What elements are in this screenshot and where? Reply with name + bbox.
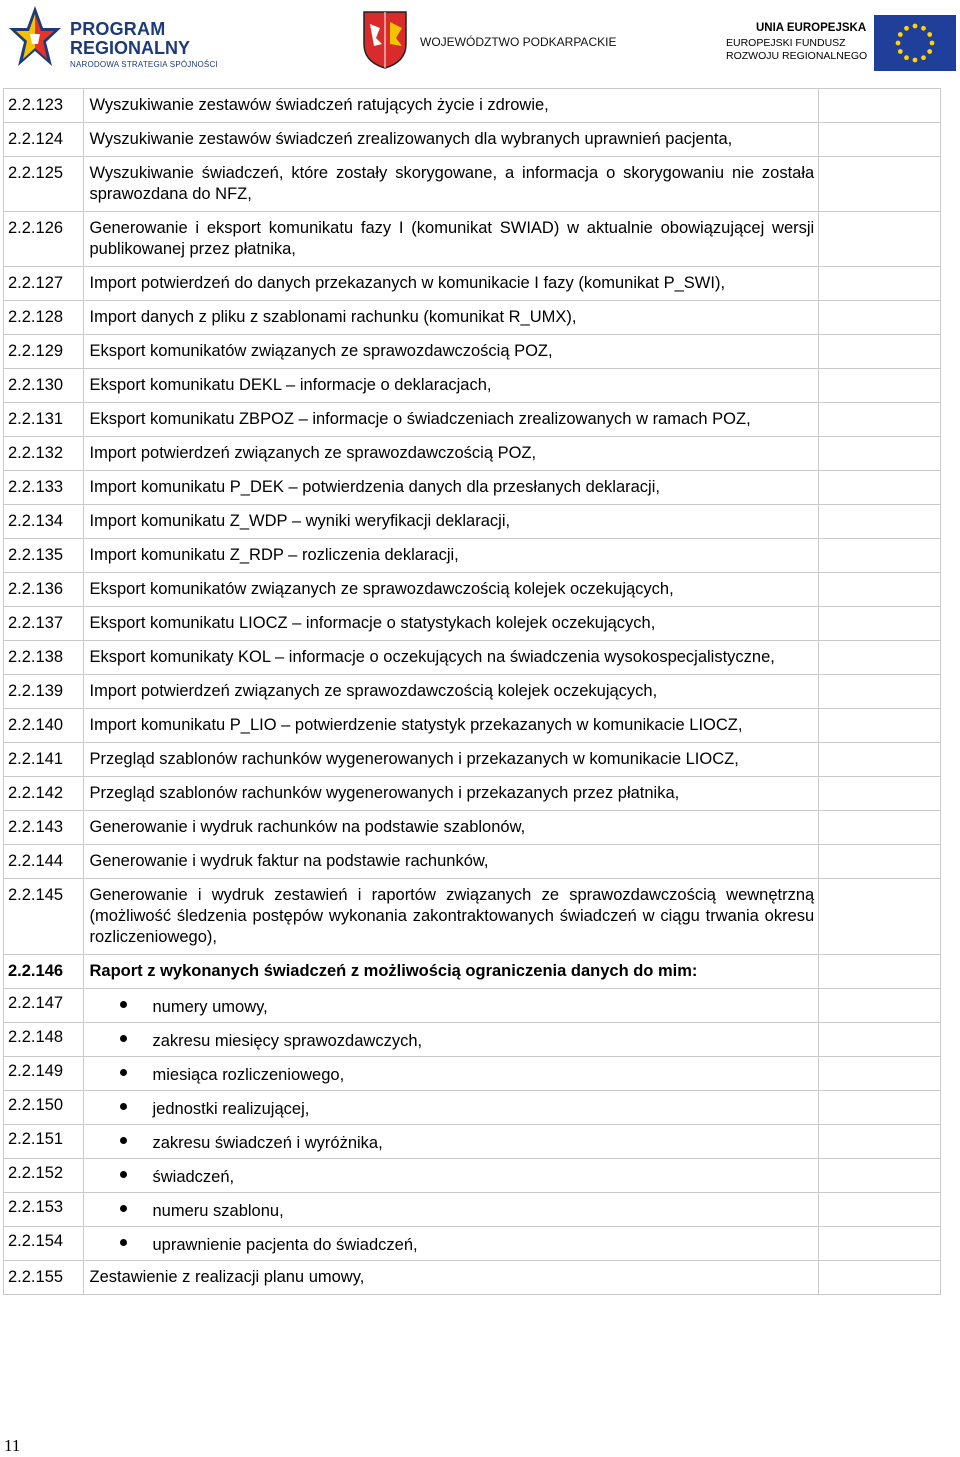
eu-logo-line1: UNIA EUROPEJSKA <box>756 22 867 34</box>
requirement-text: Import komunikatu Z_WDP – wyniki weryfikacji deklaracji, <box>89 512 511 530</box>
requirement-number: 2.2.132 <box>4 437 84 471</box>
program-regionalny-logo <box>6 2 246 74</box>
empty-column-cell <box>819 89 941 123</box>
requirement-text: Przegląd szablonów rachunków wygenerowanych i przekazanych przez płatnika, <box>89 784 680 802</box>
bullet-icon <box>120 1001 127 1008</box>
requirement-text: Import komunikatu Z_RDP – rozliczenia deklaracji, <box>89 546 459 564</box>
requirement-text: Wyszukiwanie zestawów świadczeń zrealizowanych dla wybranych uprawnień pacjenta, <box>89 130 733 148</box>
requirement-text: zakresu świadczeń i wyróżnika, <box>152 1134 383 1152</box>
requirement-number: 2.2.153 <box>4 1193 84 1227</box>
requirement-text-cell <box>83 267 819 301</box>
requirement-text: Eksport komunikaty KOL – informacje o oczekujących na świadczenia wysokospecjalistyczne, <box>89 648 775 666</box>
empty-column-cell <box>819 267 941 301</box>
requirement-number: 2.2.134 <box>4 505 84 539</box>
table-row <box>4 607 941 641</box>
requirement-text: Wyszukiwanie świadczeń, które zostały skorygowane, a informacja o skorygowaniu nie została sprawozdana do NFZ, <box>89 164 815 203</box>
table-row <box>4 811 941 845</box>
requirement-number: 2.2.148 <box>4 1023 84 1057</box>
requirement-text-cell <box>83 212 819 267</box>
requirement-number: 2.2.125 <box>4 157 84 212</box>
requirement-text-cell <box>83 1261 819 1295</box>
table-row <box>4 369 941 403</box>
requirement-text: Eksport komunikatu DEKL – informacje o deklaracjach, <box>89 376 492 394</box>
empty-column-cell <box>819 123 941 157</box>
bullet-icon <box>120 1239 127 1246</box>
table-row <box>4 641 941 675</box>
table-row <box>4 743 941 777</box>
requirement-number: 2.2.147 <box>4 989 84 1023</box>
requirement-text: Wyszukiwanie zestawów świadczeń ratujących życie i zdrowie, <box>89 96 549 114</box>
requirement-number: 2.2.142 <box>4 777 84 811</box>
requirement-text: Eksport komunikatu LIOCZ – informacje o statystykach kolejek oczekujących, <box>89 614 656 632</box>
requirement-number: 2.2.144 <box>4 845 84 879</box>
requirement-text-cell <box>83 123 819 157</box>
empty-column-cell <box>819 1193 941 1227</box>
empty-column-cell <box>819 437 941 471</box>
eu-logo-line2: EUROPEJSKI FUNDUSZ <box>726 37 846 49</box>
requirement-text: Zestawienie z realizacji planu umowy, <box>89 1268 365 1286</box>
table-row <box>4 123 941 157</box>
requirement-number: 2.2.151 <box>4 1125 84 1159</box>
requirement-text: Generowanie i eksport komunikatu fazy I (komunikat SWIAD) w aktualnie obowiązującej wersji publikowanej przez płatnika, <box>89 219 815 258</box>
empty-column-cell <box>819 675 941 709</box>
requirement-text-cell <box>83 573 819 607</box>
empty-column-cell <box>819 845 941 879</box>
requirement-number: 2.2.146 <box>4 955 84 989</box>
requirements-table <box>3 88 941 1295</box>
table-row <box>4 955 941 989</box>
table-row <box>4 212 941 267</box>
requirement-text: miesiąca rozliczeniowego, <box>152 1066 345 1084</box>
requirement-number: 2.2.150 <box>4 1091 84 1125</box>
eu-logo <box>722 14 958 74</box>
eu-flag-icon <box>874 15 956 71</box>
coat-of-arms-icon <box>362 10 408 70</box>
requirement-number: 2.2.131 <box>4 403 84 437</box>
requirement-number: 2.2.128 <box>4 301 84 335</box>
empty-column-cell <box>819 811 941 845</box>
requirement-text-cell <box>83 845 819 879</box>
requirement-text: świadczeń, <box>152 1168 235 1186</box>
empty-column-cell <box>819 879 941 955</box>
requirement-text: Eksport komunikatów związanych ze sprawozdawczością kolejek oczekujących, <box>89 580 674 598</box>
requirement-text-cell <box>83 505 819 539</box>
empty-column-cell <box>819 369 941 403</box>
requirement-text-cell <box>83 1023 819 1057</box>
requirement-number: 2.2.135 <box>4 539 84 573</box>
requirement-text-cell <box>83 89 819 123</box>
requirement-text: Import potwierdzeń do danych przekazanych w komunikacie I fazy (komunikat P_SWI), <box>89 274 726 292</box>
requirement-text: Eksport komunikatów związanych ze sprawozdawczością POZ, <box>89 342 553 360</box>
empty-column-cell <box>819 641 941 675</box>
table-row <box>4 335 941 369</box>
table-row <box>4 1227 941 1261</box>
empty-column-cell <box>819 743 941 777</box>
wojewodztwo-logo-text: WOJEWÓDZTWO PODKARPACKIE <box>420 35 617 49</box>
empty-column-cell <box>819 301 941 335</box>
table-row <box>4 573 941 607</box>
empty-column-cell <box>819 157 941 212</box>
empty-column-cell <box>819 539 941 573</box>
bullet-icon <box>120 1103 127 1110</box>
requirement-text-cell <box>83 811 819 845</box>
empty-column-cell <box>819 1057 941 1091</box>
program-logo-line1: PROGRAM <box>70 19 166 39</box>
requirement-text-cell <box>83 301 819 335</box>
requirement-text: Import potwierdzeń związanych ze sprawozdawczością POZ, <box>89 444 537 462</box>
requirement-text-cell <box>83 437 819 471</box>
table-row <box>4 539 941 573</box>
requirement-text-cell <box>83 989 819 1023</box>
requirement-text: jednostki realizującej, <box>152 1100 310 1118</box>
requirement-text-cell <box>83 879 819 955</box>
eu-logo-line3: ROZWOJU REGIONALNEGO <box>726 50 868 62</box>
requirement-text: numery umowy, <box>152 998 268 1016</box>
requirement-number: 2.2.152 <box>4 1159 84 1193</box>
empty-column-cell <box>819 777 941 811</box>
requirement-text-cell <box>83 1125 819 1159</box>
requirement-text-cell <box>83 675 819 709</box>
requirement-text-cell <box>83 1057 819 1091</box>
empty-column-cell <box>819 989 941 1023</box>
requirement-number: 2.2.143 <box>4 811 84 845</box>
requirement-number: 2.2.138 <box>4 641 84 675</box>
empty-column-cell <box>819 1261 941 1295</box>
requirement-number: 2.2.145 <box>4 879 84 955</box>
requirement-text-cell <box>83 641 819 675</box>
bullet-icon <box>120 1205 127 1212</box>
bullet-icon <box>120 1171 127 1178</box>
requirement-text-cell <box>83 1193 819 1227</box>
table-row <box>4 1159 941 1193</box>
requirement-number: 2.2.154 <box>4 1227 84 1261</box>
table-row <box>4 89 941 123</box>
requirement-number: 2.2.124 <box>4 123 84 157</box>
table-row <box>4 709 941 743</box>
requirement-text: Import komunikatu P_DEK – potwierdzenia danych dla przesłanych deklaracji, <box>89 478 660 496</box>
requirement-number: 2.2.127 <box>4 267 84 301</box>
requirement-text-cell <box>83 1159 819 1193</box>
empty-column-cell <box>819 1125 941 1159</box>
table-row <box>4 505 941 539</box>
wojewodztwo-logo <box>362 10 632 74</box>
table-row <box>4 403 941 437</box>
program-logo-line2: REGIONALNY <box>70 38 191 58</box>
empty-column-cell <box>819 1023 941 1057</box>
table-row <box>4 471 941 505</box>
requirement-number: 2.2.139 <box>4 675 84 709</box>
bullet-icon <box>120 1137 127 1144</box>
requirement-text-cell <box>83 955 819 989</box>
page-header <box>0 0 960 80</box>
requirement-text: Generowanie i wydruk rachunków na podstawie szablonów, <box>89 818 526 836</box>
empty-column-cell <box>819 1227 941 1261</box>
requirement-number: 2.2.126 <box>4 212 84 267</box>
table-row <box>4 879 941 955</box>
requirement-text: Import potwierdzeń związanych ze sprawozdawczością kolejek oczekujących, <box>89 682 658 700</box>
empty-column-cell <box>819 471 941 505</box>
empty-column-cell <box>819 335 941 369</box>
requirement-number: 2.2.137 <box>4 607 84 641</box>
requirements-table-body <box>4 89 941 1295</box>
table-row <box>4 675 941 709</box>
table-row <box>4 157 941 212</box>
empty-column-cell <box>819 709 941 743</box>
requirement-text-cell <box>83 743 819 777</box>
requirement-text-cell <box>83 1227 819 1261</box>
requirement-text-cell <box>83 403 819 437</box>
requirement-text: Eksport komunikatu ZBPOZ – informacje o świadczeniach zrealizowanych w ramach POZ, <box>89 410 751 428</box>
table-row <box>4 845 941 879</box>
requirement-text: Generowanie i wydruk zestawień i raportów związanych ze sprawozdawczością wewnętrzną (możliwość śledzenia postępów wykonania zakontraktowanych świadczeń w ciągu trwania okresu rozliczeniowego), <box>89 886 815 946</box>
empty-column-cell <box>819 505 941 539</box>
empty-column-cell <box>819 212 941 267</box>
requirement-text-cell <box>83 471 819 505</box>
requirement-text: uprawnienie pacjenta do świadczeń, <box>152 1236 418 1254</box>
program-star-icon <box>8 4 62 72</box>
requirement-text-cell <box>83 777 819 811</box>
empty-column-cell <box>819 607 941 641</box>
requirement-text: numeru szablonu, <box>152 1202 284 1220</box>
empty-column-cell <box>819 1091 941 1125</box>
requirement-text: Generowanie i wydruk faktur na podstawie rachunków, <box>89 852 489 870</box>
requirement-text-cell <box>83 335 819 369</box>
requirement-number: 2.2.141 <box>4 743 84 777</box>
requirement-text: Import komunikatu P_LIO – potwierdzenie statystyk przekazanych w komunikacie LIOCZ, <box>89 716 743 734</box>
empty-column-cell <box>819 1159 941 1193</box>
table-row <box>4 777 941 811</box>
table-row <box>4 267 941 301</box>
requirement-text-cell <box>83 1091 819 1125</box>
bullet-icon <box>120 1035 127 1042</box>
requirement-text-cell <box>83 539 819 573</box>
table-row <box>4 301 941 335</box>
requirement-number: 2.2.136 <box>4 573 84 607</box>
requirement-number: 2.2.140 <box>4 709 84 743</box>
table-row <box>4 1091 941 1125</box>
requirement-text-cell <box>83 369 819 403</box>
requirement-text: zakresu miesięcy sprawozdawczych, <box>152 1032 423 1050</box>
requirement-text-cell <box>83 607 819 641</box>
bullet-icon <box>120 1069 127 1076</box>
page-number: 11 <box>4 1436 21 1455</box>
requirement-text: Przegląd szablonów rachunków wygenerowanych i przekazanych w komunikacie LIOCZ, <box>89 750 739 768</box>
table-row <box>4 1193 941 1227</box>
table-row <box>4 1261 941 1295</box>
empty-column-cell <box>819 955 941 989</box>
requirement-text-cell <box>83 157 819 212</box>
table-row <box>4 1023 941 1057</box>
requirement-number: 2.2.129 <box>4 335 84 369</box>
requirement-text: Raport z wykonanych świadczeń z możliwością ograniczenia danych do mim: <box>89 962 698 980</box>
program-logo-line3: NARODOWA STRATEGIA SPÓJNOŚCI <box>70 60 218 69</box>
empty-column-cell <box>819 403 941 437</box>
requirement-number: 2.2.155 <box>4 1261 84 1295</box>
requirement-number: 2.2.130 <box>4 369 84 403</box>
table-row <box>4 989 941 1023</box>
requirement-number: 2.2.149 <box>4 1057 84 1091</box>
table-row <box>4 1125 941 1159</box>
table-row <box>4 1057 941 1091</box>
requirement-number: 2.2.123 <box>4 89 84 123</box>
requirement-number: 2.2.133 <box>4 471 84 505</box>
empty-column-cell <box>819 573 941 607</box>
requirement-text-cell <box>83 709 819 743</box>
requirement-text: Import danych z pliku z szablonami rachunku (komunikat R_UMX), <box>89 308 577 326</box>
table-row <box>4 437 941 471</box>
